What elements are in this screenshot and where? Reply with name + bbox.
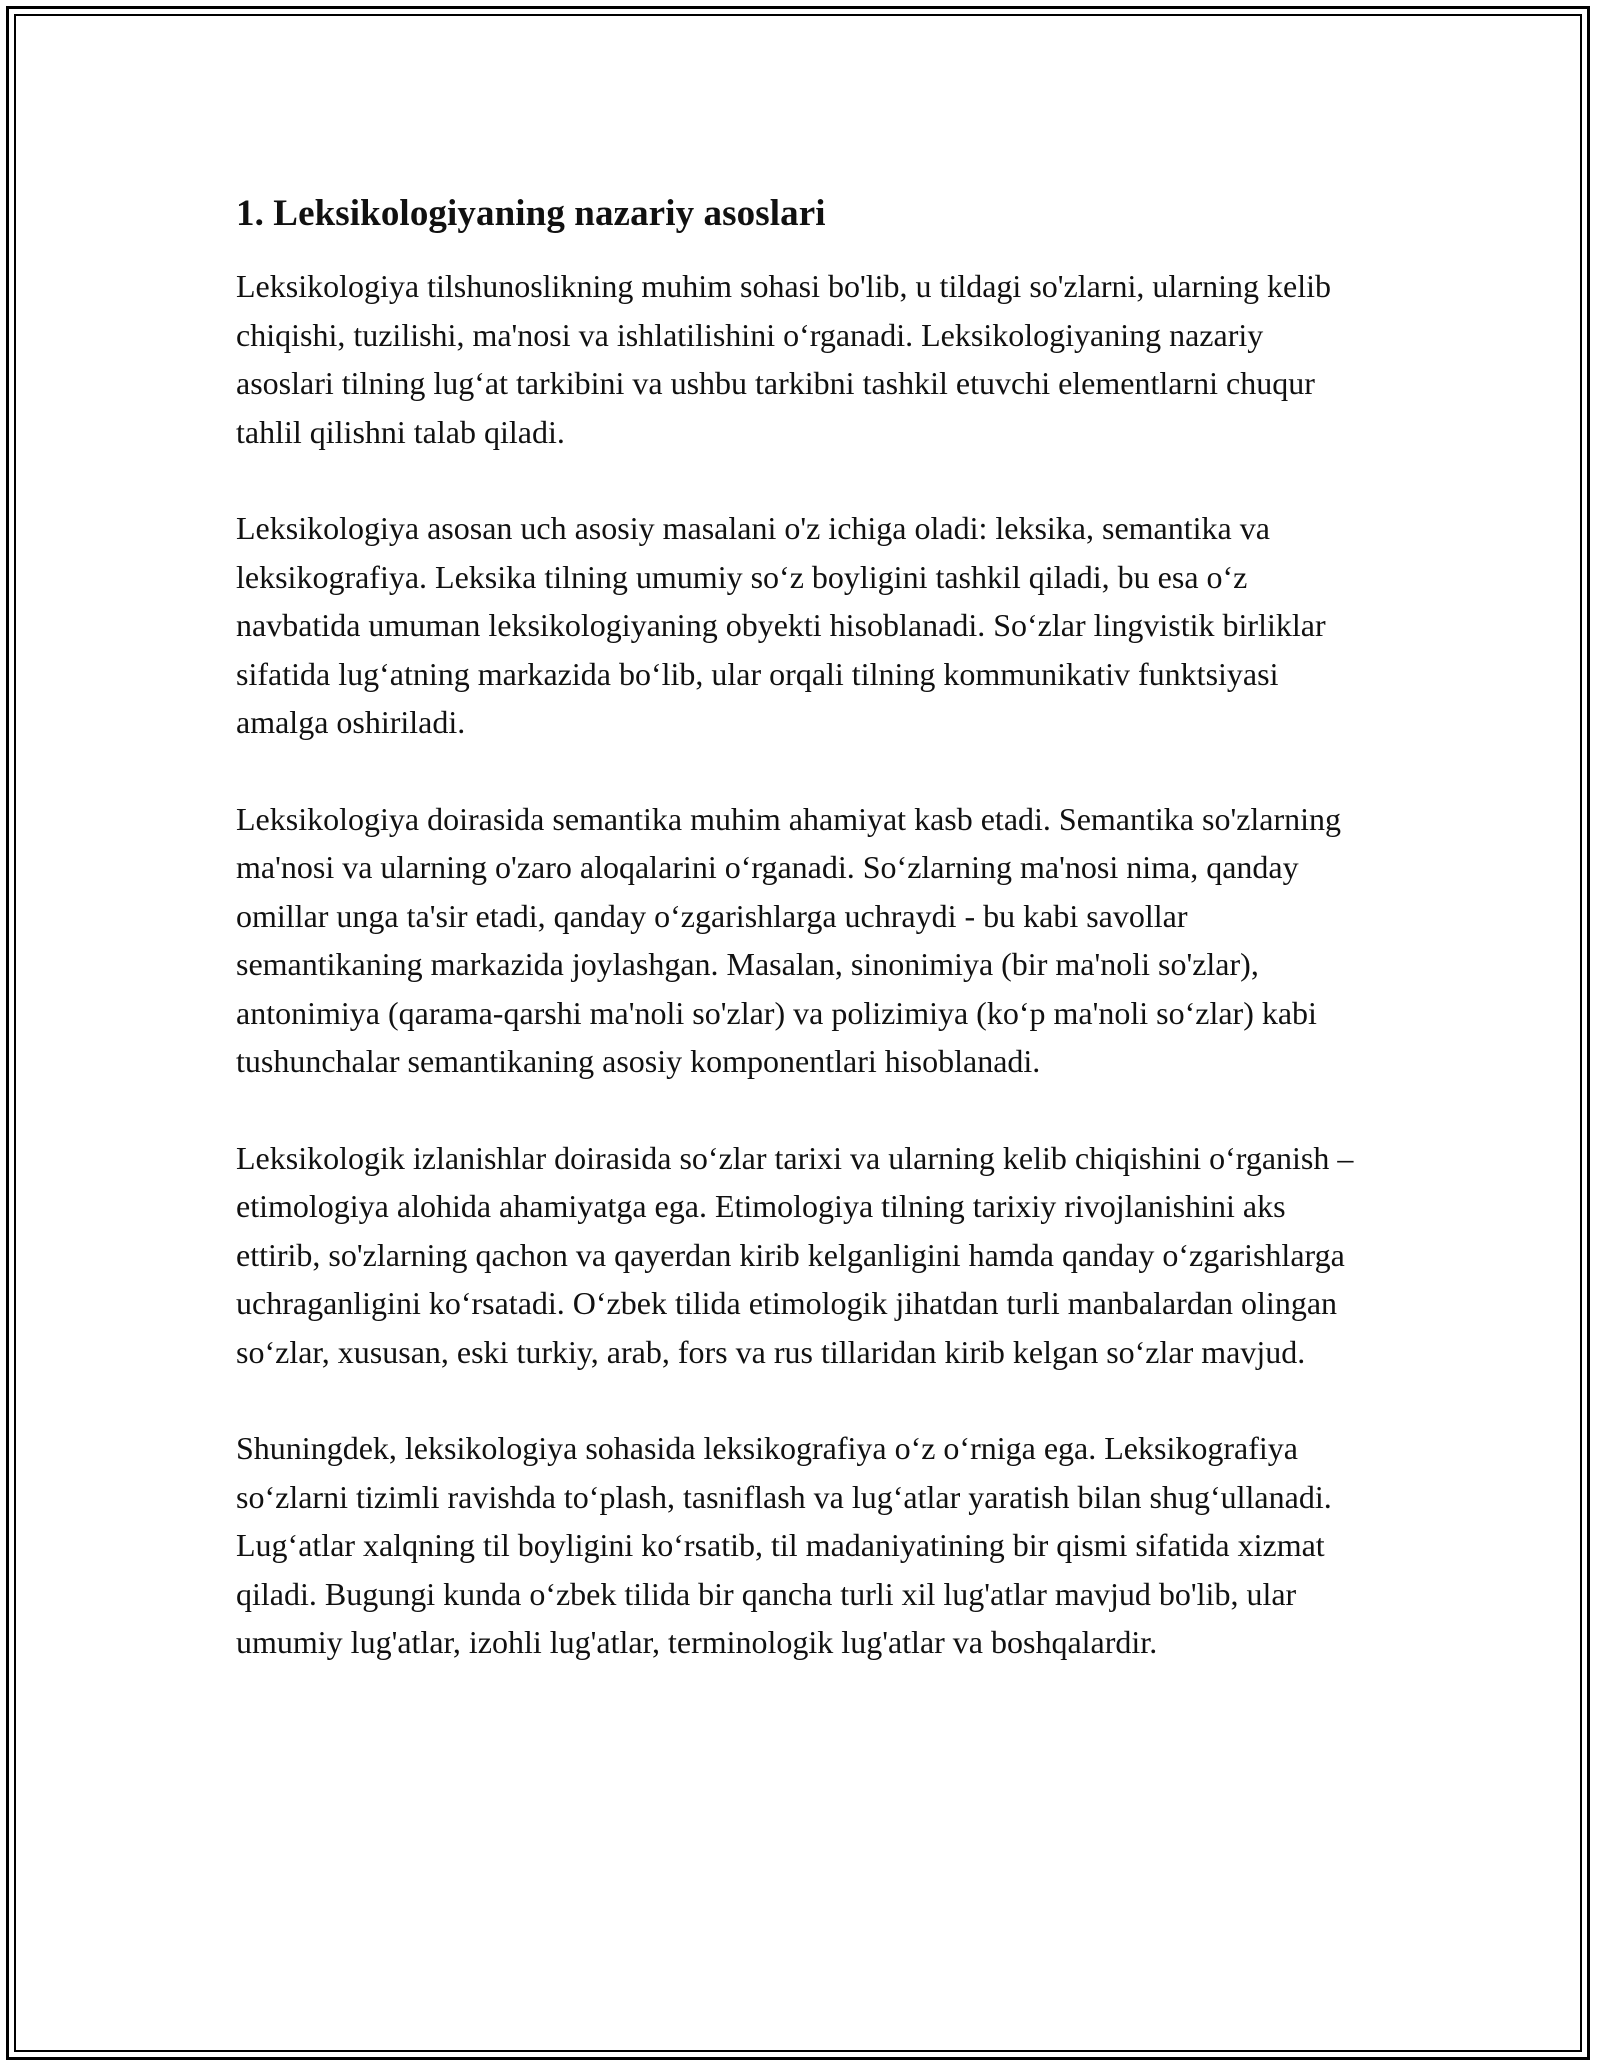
section-heading: 1. Leksikologiyaning nazariy asoslari (236, 193, 826, 234)
paragraph-3: Leksikologiya doirasida semantika muhim ahamiyat kasb etadi. Semantika so'zlarning ma'nosi va ularning o'zaro aloqalarini o‘rganadi. So‘zlarning ma'nosi nima, qanday omillar unga ta'sir etadi, qanday o‘zgarishlarga uchraydi - bu kabi savollar semantikaning markazida joylashgan. Masalan, sinonimiya (bir ma'noli so'zlar), antonimiya (qarama-qarshi ma'noli so'zlar) va polizimiya (ko‘p ma'noli so‘zlar) kabi tushunchalar semantikaning asosiy komponentlari hisoblanadi. (236, 800, 1342, 1079)
paragraph-4: Leksikologik izlanishlar doirasida so‘zlar tarixi va ularning kelib chiqishini o‘rganish – etimologiya alohida ahamiyatga ega. Etimologiya tilning tarixiy rivojlanishini aks ettirib, so'zlarning qachon va qayerdan kirib kelganligini hamda qanday o‘zgarishlarga uchraganligini ko‘rsatadi. O‘zbek tilida etimologik jihatdan turli manbalardan olingan so‘zlar, xususan, eski turkiy, arab, fors va rus tillaridan kirib kelgan so‘zlar mavjud. (236, 1139, 1354, 1370)
paragraph-2: Leksikologiya asosan uch asosiy masalani o'z ichiga oladi: leksika, semantika va leksikografiya. Leksika tilning umumiy so‘z boyligini tashkil qiladi, bu esa o‘z navbatida umuman leksikologiyaning obyekti hisoblanadi. So‘zlar lingvistik birliklar sifatida lug‘atning markazida bo‘lib, ular orqali tilning kommunikativ funktsiyasi amalga oshiriladi. (236, 510, 1326, 740)
paragraph-5: Shuningdek, leksikologiya sohasida leksikografiya o‘z o‘rniga ega. Leksikografiya so‘zlarni tizimli ravishda to‘plash, tasniflash va lug‘atlar yaratish bilan shug‘ullanadi. Lug‘atlar xalqning til boyligini ko‘rsatib, til madaniyatining bir qismi sifatida xizmat qiladi. Bugungi kunda o‘zbek tilida bir qancha turli xil lug'atlar mavjud bo'lib, ular umumiy lug'atlar, izohli lug'atlar, terminologik lug'atlar va boshqalardir. (236, 1430, 1332, 1660)
document-body (236, 184, 1366, 1715)
paragraph-1: Leksikologiya tilshunoslikning muhim sohasi bo'lib, u tildagi so'zlarni, ularning kelib chiqishi, tuzilishi, ma'nosi va ishlatilishini o‘rganadi. Leksikologiyaning nazariy asoslari tilning lug‘at tarkibini va ushbu tarkibni tashkil etuvchi elementlarni chuqur tahlil qilishni talab qiladi. (236, 268, 1331, 450)
